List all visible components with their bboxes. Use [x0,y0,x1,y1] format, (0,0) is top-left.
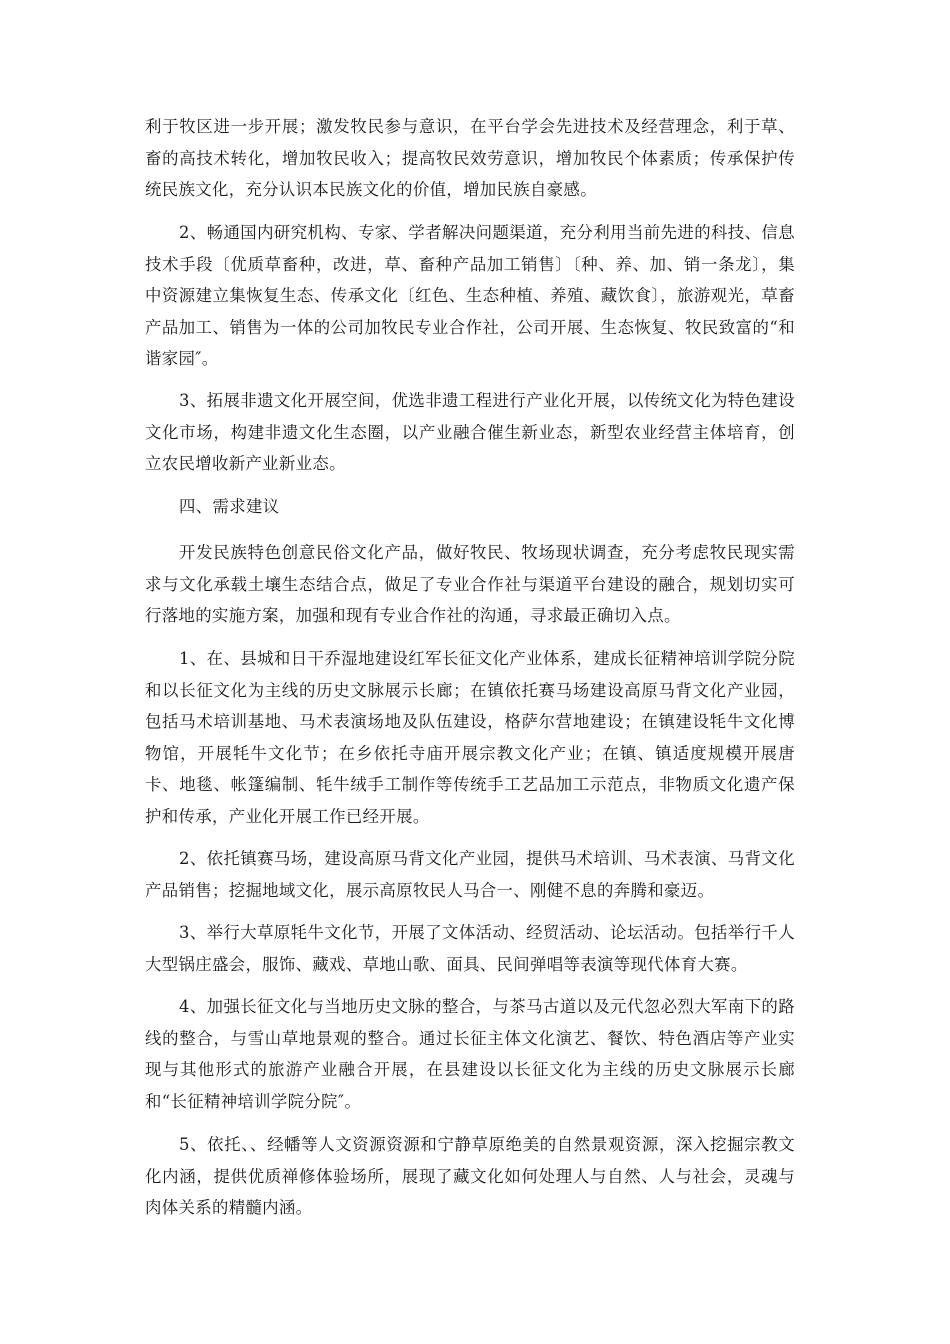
paragraph-suggestion-3: 3、举行大草原牦牛文化节，开展了文体活动、经贸活动、论坛活动。包括举行千人大型锅庄盛会，服饰、藏戏、草地山歌、面具、民间弹唱等表演等现代体育大赛。 [145,923,795,974]
paragraph-continuation: 利于牧区进一步开展；激发牧民参与意识，在平台学会先进技术及经营理念，利于草、畜的高技术转化，增加牧民收入；提高牧民效劳意识，增加牧民个体素质；传承保护传统民族文化，充分认识本民族文化的价值，增加民族自豪感。 [145,117,795,199]
paragraph-intro: 开发民族特色创意民俗文化产品，做好牧民、牧场现状调查，充分考虑牧民现实需求与文化承载土壤生态结合点，做足了专业合作社与渠道平台建设的融合，规划切实可行落地的实施方案，加强和现有专业合作社的沟通，寻求最正确切入点。 [145,543,795,625]
paragraph-suggestion-4: 4、加强长征文化与当地历史文脉的整合，与茶马古道以及元代忽必烈大军南下的路线的整合，与雪山草地景观的整合。通过长征主体文化演艺、餐饮、特色酒店等产业实现与其他形式的旅游产业融合开展，在县建设以长征文化为主线的历史文脉展示长廊和“长征精神培训学院分院″。 [145,997,795,1111]
paragraph-item-2: 2、畅通国内研究机构、专家、学者解决问题渠道，充分利用当前先进的科技、信息技术手段〔优质草畜种，改进，草、畜种产品加工销售〕〔种、养、加、销一条龙〕，集中资源建立集恢复生态、传承文化〔红色、生态种植、养殖、藏饮食〕，旅游观光，草畜产品加工、销售为一体的公司加牧民专业合作社，公司开展、生态恢复、牧民致富的“和谐家园″。 [145,223,795,368]
paragraph-item-3: 3、拓展非遗文化开展空间，优选非遗工程进行产业化开展，以传统文化为特色建设文化市场，构建非遗文化生态圈，以产业融合催生新业态，新型农业经营主体培育，创立农民增收新产业新业态。 [145,391,795,473]
section-heading-4: 四、需求建议 [179,497,280,516]
paragraph-suggestion-2: 2、依托镇赛马场，建设高原马背文化产业园，提供马术培训、马术表演、马背文化产品销售；挖掘地域文化，展示高原牧民人马合一、刚健不息的奔腾和豪迈。 [145,849,795,900]
paragraph-suggestion-1: 1、在、县城和日干乔湿地建设红军长征文化产业体系，建成长征精神培训学院分院和以长征文化为主线的历史文脉展示长廊；在镇依托赛马场建设高原马背文化产业园，包括马术培训基地、马术表演场地及队伍建设，格萨尔营地建设；在镇建设牦牛文化博物馆，开展牦牛文化节；在乡依托寺庙开展宗教文化产业；在镇、镇适度规模开展唐卡、地毯、帐篷编制、牦牛绒手工制作等传统手工艺品加工示范点，非物质文化遗产保护和传承，产业化开展工作已经开展。 [145,649,795,826]
paragraph-suggestion-5: 5、依托、、经幡等人文资源资源和宁静草原绝美的自然景观资源，深入挖掘宗教文化内涵，提供优质禅修体验场所，展现了藏文化如何处理人与自然、人与社会，灵魂与肉体关系的精髓内涵。 [145,1135,795,1217]
